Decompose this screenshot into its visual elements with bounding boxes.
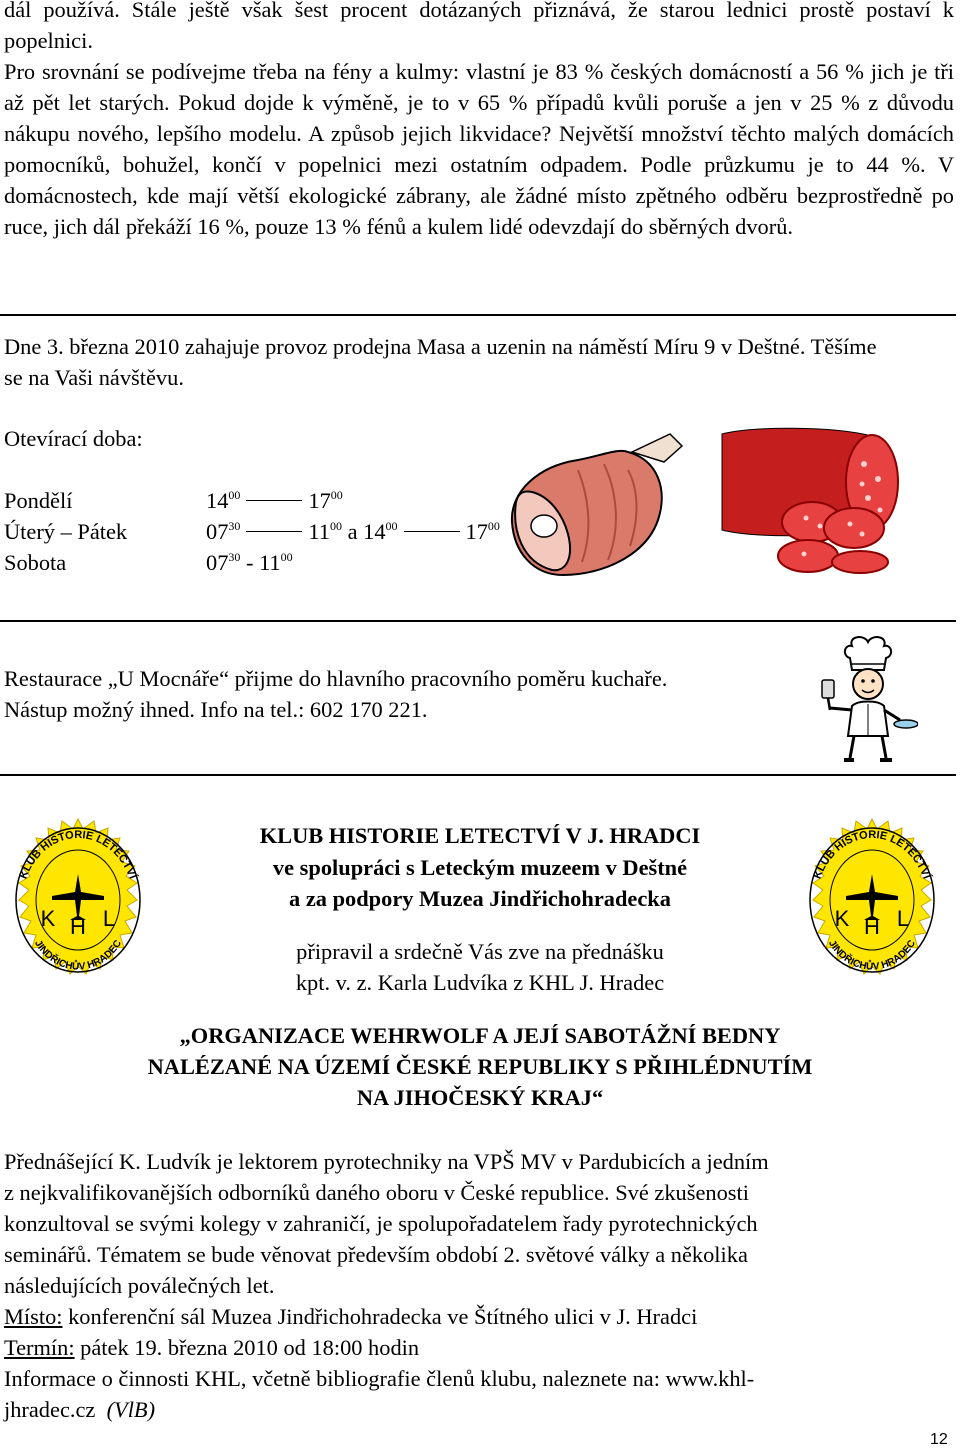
hours-time-tue-fri: $07^{30}$ $11^{00}$ a $14^{00}$ $17^{00}$	[206, 519, 500, 544]
date-label: Termín:	[4, 1335, 75, 1360]
job-ad-line-2: Nástup možný ihned. Info na tel.: 602 170 221.	[4, 697, 428, 722]
chef-illustration	[818, 636, 918, 766]
venue-label: Místo:	[4, 1304, 63, 1329]
lecture-title-line: „ORGANIZACE WEHRWOLF A JEJÍ SABOTÁŽNÍ BEDNY	[179, 1023, 781, 1048]
job-ad-line-1: Restaurace „U Mocnáře“ přijme do hlavního pracovního poměru kuchaře.	[4, 666, 668, 691]
speaker-line: Přednášející K. Ludvík je lektorem pyrotechniky na VPŠ MV v Pardubicích a jedním	[4, 1149, 769, 1174]
ham-illustration	[508, 430, 688, 580]
khl-club-badge-right	[800, 816, 944, 990]
author-signature: (VlB)	[106, 1397, 156, 1422]
date-value: pátek 19. března 2010 od 18:00 hodin	[74, 1335, 420, 1360]
speaker-line: z nejkvalifikovanějších odborníků daného oboru v České republice. Své zkušenosti	[4, 1180, 749, 1205]
khl-club-badge-left	[6, 816, 150, 990]
invite-line: kpt. v. z. Karla Ludvíka z KHL J. Hradec	[295, 970, 665, 995]
hours-day-tue-fri: Úterý – Pátek	[4, 519, 128, 544]
invite-line: připravil a srdečně Vás zve na přednášku	[296, 939, 664, 964]
speaker-line: konzultoval se svými kolegy v zahraničí, je spolupořadatelem řady pyrotechnických	[4, 1211, 758, 1236]
badge-top-text: KLUB HISTORIE LETECTVÍ	[17, 828, 139, 881]
hours-time-saturday: $07^{30} - 11^{00}$	[206, 550, 293, 575]
divider	[0, 314, 956, 316]
club-header-line: KLUB HISTORIE LETECTVÍ V J. HRADCI	[259, 823, 701, 848]
page-number: 12	[930, 1431, 948, 1448]
hours-time-monday: $14^{00}$ $17^{00}$	[206, 488, 343, 513]
speaker-line: seminářů. Tématem se bude věnovat především období 2. světové války a několika	[4, 1242, 748, 1267]
date-line	[4, 1332, 419, 1363]
badge-letter-l: L	[896, 906, 910, 931]
badge-letter-l: L	[102, 906, 116, 931]
divider	[0, 620, 956, 622]
divider	[0, 774, 956, 776]
venue-value: konferenční sál Muzea Jindřichohradecka ve Štítného ulici v J. Hradci	[62, 1304, 698, 1329]
info-line: Informace o činnosti KHL, včetně bibliografie členů klubu, naleznete na: www.khl-	[4, 1366, 755, 1391]
badge-letter-k: K	[834, 906, 850, 931]
badge-top-text: KLUB HISTORIE LETECTVÍ	[811, 828, 933, 881]
club-header-line: ve spolupráci s Leteckým muzeem v Deštné	[272, 855, 688, 880]
lecture-title-line: NA JIHOČESKÝ KRAJ“	[356, 1085, 604, 1110]
badge-letter-h: H	[70, 914, 86, 939]
hours-day-monday: Pondělí	[4, 488, 73, 513]
badge-bottom-text: JINDŘICHŮV HRADEC	[32, 938, 124, 973]
shop-announcement: Dne 3. března 2010 zahajuje provoz prodejna Masa a uzenin na náměstí Míru 9 v Deštné. Těšíme se na Vaši návštěvu.	[4, 334, 877, 390]
info-line-2	[4, 1394, 155, 1425]
lecture-title-line: NALÉZANÉ NA ÚZEMÍ ČESKÉ REPUBLIKY S PŘIHLÉDNUTÍM	[147, 1054, 813, 1079]
salami-illustration	[712, 424, 908, 574]
badge-bottom-text: JINDŘICHŮV HRADEC	[826, 938, 918, 973]
badge-letter-k: K	[40, 906, 56, 931]
website-link[interactable]: jhradec.cz	[4, 1397, 96, 1422]
hours-day-saturday: Sobota	[4, 550, 67, 575]
intro-paragraph-2: Pro srovnání se podívejme třeba na fény a kulmy: vlastní je 83 % českých domácností a 56 % jich je tři až pět let starých. Pokud dojde k výměně, je to v 65 % případů kvůli poruše a jen v 25 % z důvodu nákupu nového, lepšího modelu. A způsob jejich likvidace? Největší množství těchto malých domácích pomocníků, bohužel, končí v popelnici mezi ostatním odpadem. Podle průzkumu je to 44 %. V domácnostech, kde mají větší ekologické zábrany, ale žádné místo zpětného odběru bezprostředně po ruce, jich dál překáží 16 %, pouze 13 % fénů a kulem lidé odevzdají do sběrných dvorů.	[4, 59, 954, 239]
venue-line	[4, 1301, 697, 1332]
intro-paragraph-1: dál používá. Stále ještě však šest procent dotázaných přiznává, že starou lednici prostě postaví k popelnici.	[4, 0, 954, 53]
club-header-line: a za podpory Muzea Jindřichohradecka	[289, 886, 671, 911]
speaker-line: následujících poválečných let.	[4, 1273, 275, 1298]
opening-hours-title: Otevírací doba:	[4, 426, 143, 451]
badge-letter-h: H	[864, 914, 880, 939]
